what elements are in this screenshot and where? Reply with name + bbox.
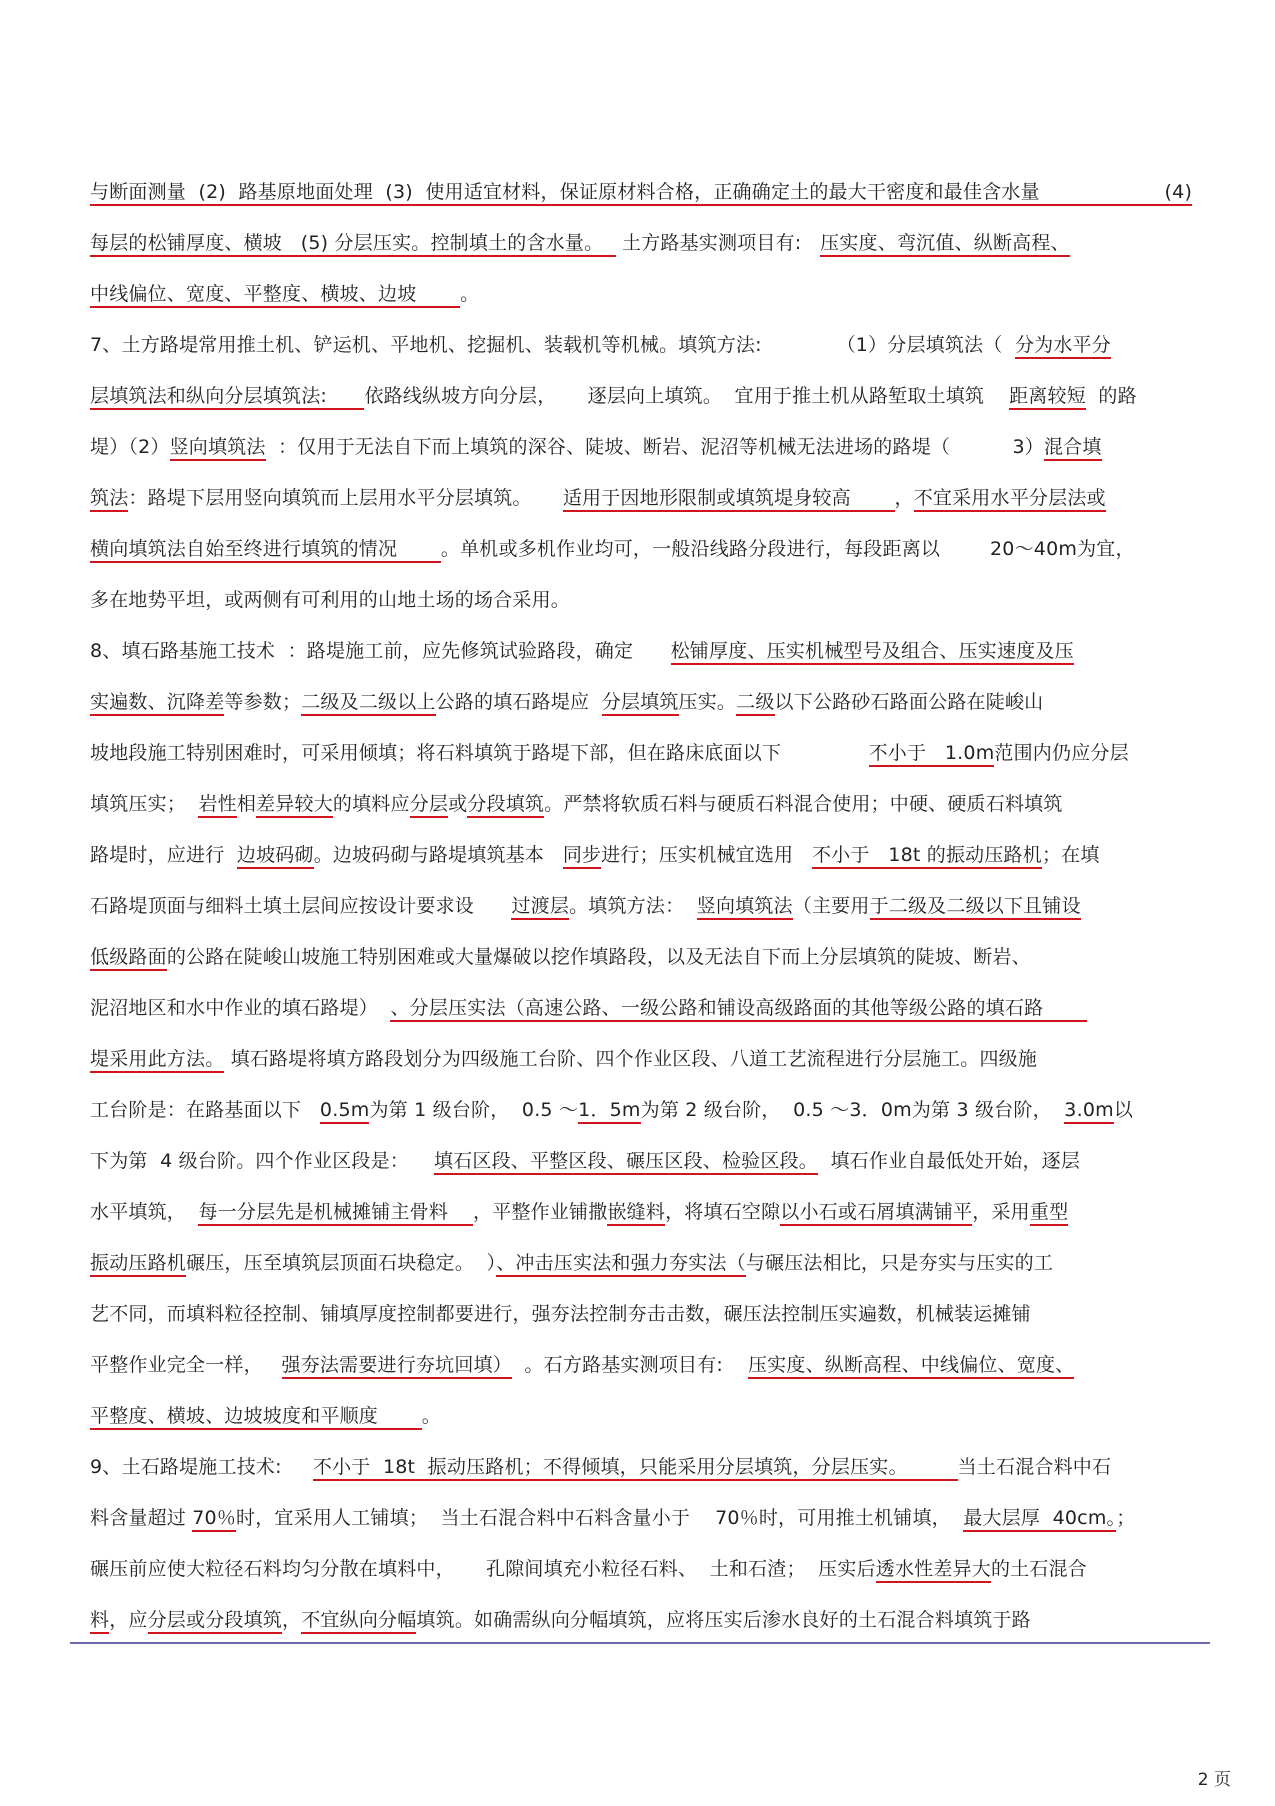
underlined-answer: 不宜采用水平分层法或: [914, 487, 1106, 512]
text-segment: 等参数；: [224, 691, 302, 713]
text-segment: 与碾压法相比，只是夯实与压实的工: [745, 1252, 1054, 1274]
underlined-answer: 过渡层: [511, 895, 569, 920]
underlined-answer: 、分层压实法（高速公路、一级公路和铺设高级路面的其他等级公路的填石路: [390, 997, 1086, 1022]
text-line: [90, 631, 1190, 682]
text-segment: 石路堤顶面与细料土填土层间应按设计要求设: [90, 895, 512, 917]
underlined-answer: 70％: [192, 1507, 236, 1532]
text-segment: 或: [448, 793, 468, 815]
text-segment: 坡地段施工特别困难时，可采用倾填；将石料填筑于路堤下部，但在路床底面以下: [90, 742, 869, 764]
text-segment: 为第 2 级台阶， 0.5 ～3．0m为第 3 级台阶，: [640, 1099, 1065, 1121]
text-line: [90, 325, 1190, 376]
underlined-answer: 强夯法需要进行夯坑回填）: [282, 1354, 512, 1379]
text-line: [90, 1345, 1190, 1396]
underlined-answer: 透水性差异大: [876, 1558, 991, 1583]
text-line: [90, 427, 1190, 478]
underlined-answer: 重型: [1030, 1201, 1068, 1226]
underlined-answer: 0.5m: [320, 1099, 370, 1124]
underlined-answer: 低级路面: [90, 946, 167, 971]
underlined-answer: 分层或分段填筑: [148, 1609, 282, 1634]
text-segment: 下为第 4 级台阶。四个作业区段是：: [90, 1150, 434, 1172]
text-line: [90, 529, 1190, 580]
text-segment: 泥沼地区和水中作业的填石路堤）: [90, 997, 391, 1019]
underlined-answer: 边坡码砌: [237, 844, 314, 869]
underlined-answer: 筑法: [90, 487, 128, 512]
text-segment: 当土石混合料中石: [957, 1456, 1112, 1478]
text-line: [90, 1243, 1190, 1294]
text-line: [90, 682, 1190, 733]
text-line: [90, 223, 1190, 274]
text-segment: ，应: [109, 1609, 148, 1631]
text-segment: 进行；压实机械宜选用: [601, 844, 812, 866]
text-line: [90, 886, 1190, 937]
underlined-answer: 混合填: [1044, 436, 1102, 461]
text-segment: 堤）（2）: [90, 436, 170, 458]
text-segment: ；: [1116, 1507, 1136, 1529]
text-segment: 为第 1 级台阶， 0.5 ～: [369, 1099, 579, 1121]
text-segment: ；在填: [1041, 844, 1100, 866]
text-segment: ，: [894, 487, 914, 509]
text-line: [90, 1294, 1190, 1345]
underlined-answer: 竖向填筑法: [697, 895, 793, 920]
underlined-answer: 嵌缝料: [607, 1201, 665, 1226]
underlined-answer: 压实度、纵断高程、中线偏位、宽度、: [748, 1354, 1074, 1379]
underlined-answer: 实遍数、沉降差: [90, 691, 224, 716]
text-segment: 。: [460, 283, 480, 305]
underlined-answer: 不小于 18t 振动压路机；不得倾填，只能采用分层填筑，分层压实。: [313, 1456, 958, 1481]
text-segment: 艺不同，而填料粒径控制、铺填厚度控制都要进行，强夯法控制夯击击数，碾压法控制压实遍数，机械装运摊铺: [90, 1303, 1031, 1325]
text-segment: ，采用: [972, 1201, 1030, 1223]
text-segment: 7、土方路堤常用推土机、铲运机、平地机、挖掘机、装载机等机械。填筑方法: （1）分层填筑法（: [90, 334, 1015, 356]
text-line: [90, 172, 1193, 223]
text-segment: 料含量超过: [90, 1507, 193, 1529]
underlined-answer: 二级及二级以上: [301, 691, 435, 716]
text-segment: ，平整作业铺撒: [473, 1201, 608, 1223]
text-segment: 。边坡码砌与路堤填筑基本: [313, 844, 563, 866]
underlined-answer: 不小于 1.0m: [869, 742, 995, 767]
text-segment: ，: [282, 1609, 302, 1631]
footer-divider: [70, 1642, 1210, 1644]
text-segment: 以下公路砂石路面公路在陡峻山: [774, 691, 1044, 713]
underlined-answer: 分层: [410, 793, 448, 818]
underlined-answer: 填石区段、平整区段、碾压区段、检验区段。: [434, 1150, 818, 1175]
underlined-answer: 1．5m: [578, 1099, 641, 1124]
underlined-answer: 压实度、弯沉值、纵断高程、: [820, 232, 1070, 257]
underlined-answer: 平整度、横坡、边坡坡度和平顺度: [90, 1405, 422, 1430]
underlined-answer: 岩性: [198, 793, 236, 818]
text-line: [90, 1192, 1190, 1243]
text-segment: 土方路基实测项目有:: [615, 232, 821, 254]
underlined-answer: 分为水平分: [1015, 334, 1111, 359]
underlined-answer: 与断面测量: [90, 181, 186, 206]
text-segment: 工台阶是：在路基面以下: [90, 1099, 320, 1121]
text-segment: 平整作业完全一样，: [90, 1354, 282, 1376]
underlined-answer: 最大层厚 40cm。: [963, 1507, 1116, 1532]
text-segment: 的土石混合: [990, 1558, 1087, 1580]
underlined-answer: 于二级及二级以下且铺设: [870, 895, 1081, 920]
page-number: 2 页: [1197, 1770, 1231, 1790]
text-line: [90, 988, 1190, 1039]
text-segment: 。: [421, 1405, 441, 1427]
text-segment: 的填料应: [332, 793, 410, 815]
text-segment: 。严禁将软质石料与硬质石料混合使用；中硬、硬质石料填筑: [544, 793, 1063, 815]
text-line: [90, 1090, 1190, 1141]
underlined-answer: 分段填筑: [467, 793, 544, 818]
text-segment: 压实。: [678, 691, 737, 713]
text-segment: 填石路堤将填方路段划分为四级施工台阶、四个作业区段、八道工艺流程进行分层施工。四级施: [224, 1048, 1038, 1070]
text-segment: 依路线纵坡方向分层， 逐层向上填筑。 宜用于推土机从路堑取土填筑: [364, 385, 1010, 407]
text-segment: ，将填石空隙: [665, 1201, 781, 1223]
text-line: [90, 1447, 1190, 1498]
text-segment: 公路的填石路堤应: [435, 691, 602, 713]
underlined-answer: (2) 路基原地面处理 (3) 使用适宜材料，保证原材料合格，正确确定土的最大干密度和最佳含水量 (4): [186, 181, 1192, 206]
text-line: [90, 1039, 1190, 1090]
text-line: [90, 1549, 1190, 1600]
underlined-answer: 、冲击压实法和强力夯实法（: [496, 1252, 746, 1277]
text-segment: 9、土石路堤施工技术:: [90, 1456, 313, 1478]
text-line: [90, 1498, 1190, 1549]
text-line: [90, 784, 1190, 835]
text-line: [90, 1141, 1190, 1192]
text-segment: 以: [1113, 1099, 1134, 1121]
text-segment: 。填筑方法：: [569, 895, 697, 917]
underlined-answer: 每一分层先是机械摊铺主骨料: [198, 1201, 473, 1226]
text-line: [90, 580, 1190, 631]
underlined-answer: 不宜纵向分幅: [301, 1609, 416, 1634]
text-line: [90, 1396, 1190, 1447]
text-segment: 相: [236, 793, 257, 815]
text-line: [90, 376, 1190, 427]
underlined-answer: 中线偏位、宽度、平整度、横坡、边坡: [90, 283, 460, 308]
text-line: [90, 478, 1190, 529]
underlined-answer: 同步: [563, 844, 601, 869]
underlined-answer: 堤采用此方法。: [90, 1048, 224, 1073]
text-segment: 。石方路基实测项目有:: [511, 1354, 748, 1376]
text-segment: 碾压前应使大粒径石料均匀分散在填料中， 孔隙间填充小粒径石料、 土和石渣； 压实后: [90, 1558, 876, 1580]
underlined-answer: 差异较大: [256, 793, 333, 818]
text-segment: 水平填筑，: [90, 1201, 199, 1223]
underlined-answer: 适用于因地形限制或填筑堤身较高: [563, 487, 895, 512]
underlined-answer: 每层的松铺厚度、横坡 (5) 分层压实。控制填土的含水量。: [90, 232, 616, 257]
underlined-answer: 松铺厚度、压实机械型号及组合、压实速度及压: [671, 640, 1074, 665]
document-body: [90, 172, 1193, 1651]
text-segment: ：仅用于无法自下而上填筑的深谷、陡坡、断岩、泥沼等机械无法进场的路堤（ 3）: [265, 436, 1044, 458]
text-segment: 填石作业自最低处开始，逐层: [817, 1150, 1081, 1172]
text-segment: 的路: [1085, 385, 1137, 407]
text-segment: 8、填石路基施工技术 ：路堤施工前，应先修筑试验路段，确定: [90, 640, 671, 662]
text-segment: 的公路在陡峻山坡施工特别困难或大量爆破以挖作填路段，以及无法自下而上分层填筑的陡坡、断岩、: [166, 946, 1031, 968]
text-segment: 填筑。如确需纵向分幅填筑，应将压实后渗水良好的土石混合料填筑于路: [416, 1609, 1031, 1631]
underlined-answer: 以小石或石屑填满铺平: [780, 1201, 972, 1226]
underlined-answer: 二级: [736, 691, 774, 716]
underlined-answer: 分层填筑: [602, 691, 679, 716]
underlined-answer: 不小于 18t 的振动压路机: [812, 844, 1042, 869]
text-segment: 时，宜采用人工铺填； 当土石混合料中石料含量小于 70％时，可用推土机铺填，: [236, 1507, 964, 1529]
text-segment: 路堤时，应进行: [90, 844, 237, 866]
underlined-answer: 横向填筑法自始至终进行填筑的情况: [90, 538, 441, 563]
text-segment: 。单机或多机作业均可，一般沿线路分段进行，每段距离以 20～40m为宜，: [440, 538, 1135, 560]
text-segment: 填筑压实；: [90, 793, 199, 815]
text-line: [90, 274, 1190, 325]
text-line: [90, 733, 1190, 784]
underlined-answer: 振动压路机: [90, 1252, 186, 1277]
text-segment: 多在地势平坦，或两侧有可利用的山地土场的场合采用。: [90, 589, 571, 611]
text-line: [90, 835, 1190, 886]
underlined-answer: 层填筑法和纵向分层填筑法:: [90, 385, 364, 410]
underlined-answer: 料: [90, 1609, 109, 1634]
underlined-answer: 竖向填筑法: [170, 436, 266, 461]
text-segment: 碾压，压至填筑层顶面石块稳定。 ）: [186, 1252, 497, 1274]
underlined-answer: 距离较短: [1009, 385, 1086, 410]
text-segment: 范围内仍应分层: [994, 742, 1129, 764]
text-segment: （主要用: [792, 895, 870, 917]
underlined-answer: 3.0m: [1064, 1099, 1114, 1124]
text-segment: ：路堤下层用竖向填筑而上层用水平分层填筑。: [128, 487, 563, 509]
text-line: [90, 937, 1190, 988]
